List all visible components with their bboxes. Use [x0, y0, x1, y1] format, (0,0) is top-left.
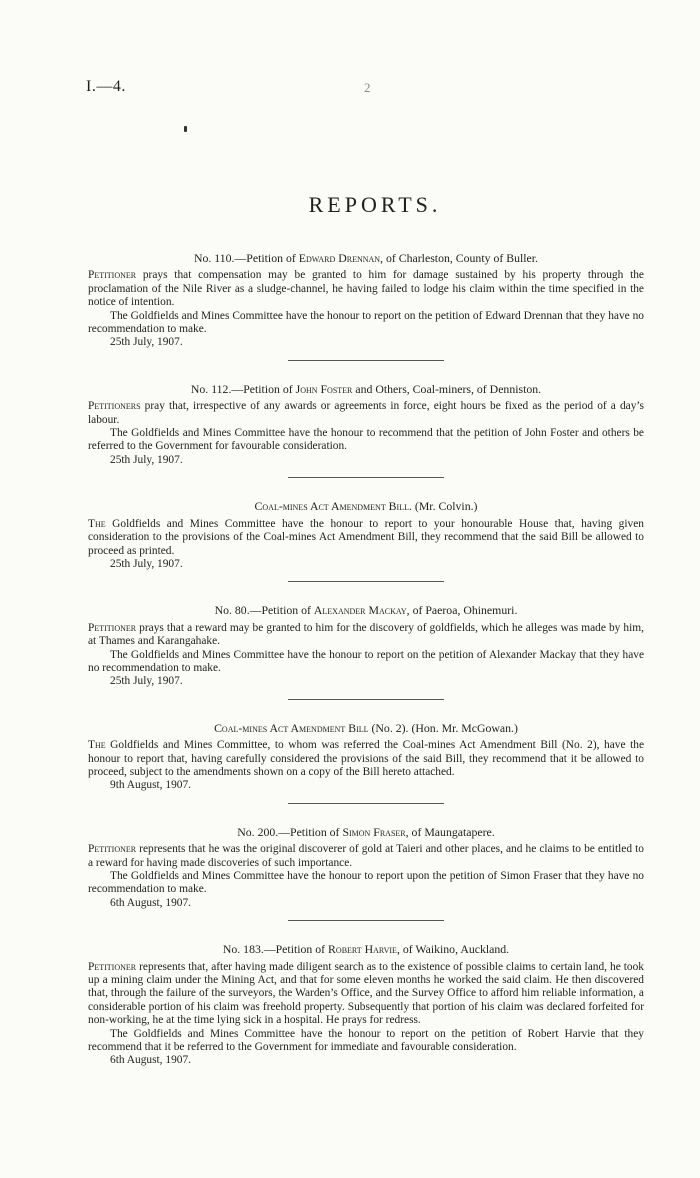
petition-summary: [88, 961, 644, 1028]
section-divider: [288, 477, 444, 478]
summary-text: pray that, irrespective of any awards or agreements in force, eight hours be fixed as the period of a day’s labour.: [88, 400, 644, 426]
title-prefix: No. 183.—Petition of: [222, 942, 329, 957]
report-title: [88, 383, 644, 396]
petition-summary: [88, 622, 644, 649]
report-date: 6th August, 1907.: [110, 896, 192, 909]
title-suffix: (No. 2). (Hon. Mr. McGowan.): [368, 720, 518, 735]
committee-finding: The Goldfields and Mines Committee have the honour to recommend that the petition of John Foster and others be referred to the Government for favourable consideration.: [88, 427, 644, 453]
lead-word: Petitioner: [88, 269, 137, 282]
petitioner-name: Edward Drennan: [298, 251, 381, 265]
committee-finding: The Goldfields and Mines Committee have the honour to report on the petition of Robert Harvie that they recommend that it be referred to the Government for immediate and favourable consideration.: [88, 1027, 644, 1054]
reports-body: [88, 252, 644, 1068]
report-date: 25th July, 1907.: [110, 336, 183, 349]
committee-report: [88, 518, 644, 558]
page-reference: I.—4.: [86, 78, 126, 95]
petitioner-name: Alexander Mackay: [313, 603, 407, 618]
section-divider: [288, 581, 444, 582]
title-suffix: , of Waikino, Auckland.: [396, 942, 510, 957]
report-title: [88, 604, 644, 617]
summary-text: Goldfields and Mines Committee, to whom was referred the Coal-mines Act Amendment Bill (No. 2), have the honour to report that, having carefully considered the provisions of the said Bill, they recommend that it be allowed to proceed, subject to the amendments shown on a copy of the Bill hereto attached.: [88, 739, 644, 778]
report-petition-110: [88, 252, 644, 361]
petition-summary: [88, 269, 644, 309]
report-title: [88, 826, 644, 839]
section-divider: [288, 699, 444, 700]
report-petition-200: [88, 826, 644, 921]
title-suffix: , of Charleston, County of Buller.: [380, 251, 539, 265]
title-suffix: , of Paeroa, Ohinemuri.: [406, 603, 518, 618]
lead-word: Petitioner: [88, 960, 137, 973]
report-date: 9th August, 1907.: [110, 779, 192, 792]
section-divider: [288, 360, 444, 361]
section-divider: [288, 803, 444, 804]
title-suffix: and Others, Coal-miners, of Denniston.: [352, 381, 542, 396]
title-suffix: , of Maungatapere.: [405, 824, 495, 839]
title-prefix: No. 110.—Petition of: [193, 251, 299, 265]
lead-word: Petitioner: [88, 621, 137, 634]
petition-summary: [88, 843, 644, 870]
title-prefix: No. 200.—Petition of: [237, 824, 343, 839]
petitioner-name: Simon Fraser: [342, 824, 406, 839]
committee-report: [88, 739, 644, 779]
lead-word: The: [88, 739, 106, 752]
page-number: 2: [364, 80, 371, 95]
report-date: 6th August, 1907.: [110, 1054, 192, 1067]
ink-speck: [184, 126, 187, 132]
summary-text: Goldfields and Mines Committee have the honour to report to your honourable House that, having given consideration to the provisions of the Coal-mines Act Amendment Bill, they recommend that the said Bill be allowed to proceed as printed.: [88, 517, 644, 557]
report-petition-112: [88, 383, 644, 478]
committee-finding: The Goldfields and Mines Committee have the honour to report on the petition of Edward Drennan that they have no recommendation to make.: [88, 309, 644, 336]
report-coal-mines-bill-2: [88, 722, 644, 804]
title-prefix: No. 112.—Petition of: [190, 381, 296, 396]
bill-name: Coal-mines Act Amendment Bill.: [254, 499, 412, 514]
report-petition-183: [88, 943, 644, 1068]
report-title: [88, 252, 644, 265]
summary-text: represents that, after having made diligent search as to the existence of possible claims to certain land, he took up a mining claim under the Mining Act, and that for some eleven months he worked the said claim. He then discovered that, through the failure of the surveyors, the Warden’s Office, and the Survey Office to afford him reliable information, a considerable portion of his claim was freehold property. Subsequently that portion of his claim was declared forfeited for non-working, he at the time lying sick in a hospital. He prays for redress.: [88, 960, 644, 1027]
section-divider: [288, 920, 444, 921]
petitioner-name: Robert Harvie: [328, 942, 397, 957]
report-date: 25th July, 1907.: [110, 557, 183, 570]
report-title: [88, 943, 644, 956]
petition-summary: [88, 400, 644, 427]
summary-text: prays that compensation may be granted to him for damage sustained by his property through the proclamation of the Nile River as a sludge-channel, he having failed to lodge his claim within the time specified in the notice of intention.: [88, 269, 644, 309]
lead-word: Petitioner: [88, 843, 137, 856]
petitioner-name: John Foster: [295, 381, 353, 396]
lead-word: Petitioners: [88, 400, 141, 413]
committee-finding: The Goldfields and Mines Committee have the honour to report on the petition of Alexander Mackay that they have no recommendation to make.: [88, 648, 644, 674]
report-petition-80: [88, 604, 644, 699]
report-title: [88, 722, 644, 735]
committee-finding: The Goldfields and Mines Committee have the honour to report upon the petition of Simon Fraser that they have no recommendation to make.: [88, 870, 644, 896]
report-date: 25th July, 1907.: [110, 453, 183, 466]
report-title: [88, 500, 644, 513]
title-suffix: (Mr. Colvin.): [411, 499, 478, 514]
summary-text: represents that he was the original discoverer of gold at Taieri and other places, and he claims to be entitled to a reward for having made discoveries of such importance.: [88, 843, 644, 869]
title-prefix: No. 80.—Petition of: [214, 603, 314, 618]
report-coal-mines-bill: [88, 500, 644, 582]
summary-text: prays that a reward may be granted to him for the discovery of goldfields, which he alleges was made by him, at Thames and Karangahake.: [88, 621, 644, 648]
page-heading: REPORTS.: [308, 192, 442, 217]
lead-word: The: [88, 517, 106, 530]
bill-name: Coal-mines Act Amendment Bill: [214, 720, 369, 735]
report-date: 25th July, 1907.: [110, 675, 183, 688]
